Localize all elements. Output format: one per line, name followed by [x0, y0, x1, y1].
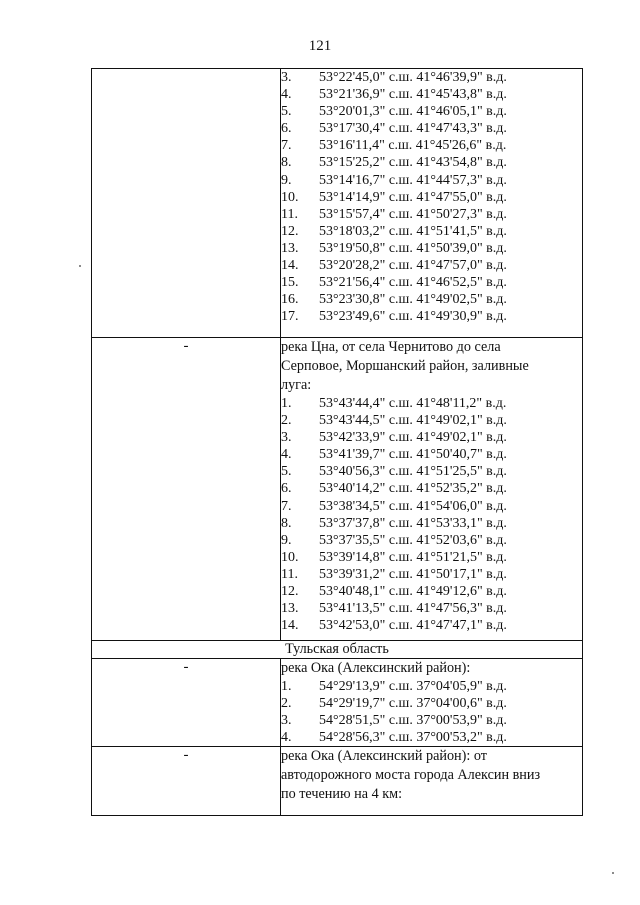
page-number: 121 [308, 38, 332, 54]
table-row [92, 747, 583, 816]
point-coordinates: 54°28'51,5" с.ш. 37°00'53,9" в.д. [319, 713, 507, 729]
area-description: река Ока (Алексинский район): [281, 660, 471, 676]
point-coordinates: 53°15'25,2" с.ш. 41°43'54,8" в.д. [319, 155, 507, 171]
coordinate-item [281, 274, 582, 291]
point-coordinates: 53°42'53,0" с.ш. 41°47'47,1" в.д. [319, 618, 507, 634]
point-coordinates: 54°29'19,7" с.ш. 37°04'00,6" в.д. [319, 696, 507, 712]
coordinate-item [281, 240, 582, 257]
coordinate-item [281, 257, 582, 274]
point-coordinates: 53°37'35,5" с.ш. 41°52'03,6" в.д. [319, 532, 507, 548]
coordinate-item [281, 695, 582, 712]
point-coordinates: 53°42'33,9" с.ш. 41°49'02,1" в.д. [319, 430, 507, 446]
coordinate-item [281, 678, 582, 695]
point-number: 8. [281, 155, 292, 171]
table-row [92, 659, 583, 747]
coordinate-item [281, 583, 582, 600]
coordinate-item [281, 120, 582, 137]
point-number: 7. [281, 498, 292, 514]
coordinate-item [281, 395, 582, 412]
scan-speck [79, 265, 81, 267]
point-coordinates: 53°41'13,5" с.ш. 41°47'56,3" в.д. [319, 601, 507, 617]
point-number: 1. [281, 396, 292, 411]
point-number: 3. [281, 70, 292, 85]
point-coordinates: 53°18'03,2" с.ш. 41°51'41,5" в.д. [319, 223, 507, 239]
table-row [92, 69, 583, 338]
point-coordinates: 54°28'56,3" с.ш. 37°00'53,2" в.д. [319, 730, 507, 746]
point-coordinates: 53°19'50,8" с.ш. 41°50'39,0" в.д. [319, 240, 507, 256]
coordinate-item [281, 566, 582, 583]
point-number: 2. [281, 413, 292, 429]
dash-mark: - [183, 659, 189, 675]
point-number: 3. [281, 713, 292, 729]
point-number: 6. [281, 121, 292, 137]
point-coordinates: 53°17'30,4" с.ш. 41°47'43,3" в.д. [319, 121, 507, 137]
point-coordinates: 53°41'39,7" с.ш. 41°50'40,7" в.д. [319, 447, 507, 463]
coordinate-item [281, 549, 582, 566]
point-coordinates: 53°40'56,3" с.ш. 41°51'25,5" в.д. [319, 464, 507, 480]
coordinates-cell [281, 659, 583, 747]
point-coordinates: 53°15'57,4" с.ш. 41°50'27,3" в.д. [319, 206, 507, 222]
point-coordinates: 53°39'14,8" с.ш. 41°51'21,5" в.д. [319, 549, 507, 565]
point-number: 10. [281, 189, 299, 205]
coordinate-item [281, 189, 582, 206]
coordinate-item [281, 600, 582, 617]
point-number: 5. [281, 104, 292, 120]
dash-mark: - [183, 747, 189, 764]
coordinate-item [281, 463, 582, 480]
point-coordinates: 53°43'44,4" с.ш. 41°48'11,2" в.д. [319, 396, 507, 411]
point-number: 14. [281, 258, 299, 274]
point-coordinates: 53°39'31,2" с.ш. 41°50'17,1" в.д. [319, 566, 507, 582]
point-number: 13. [281, 240, 299, 256]
point-number: 9. [281, 172, 292, 188]
coordinate-item [281, 429, 582, 446]
point-number: 11. [281, 206, 298, 222]
point-number: 12. [281, 584, 299, 600]
point-number: 16. [281, 292, 299, 308]
point-number: 9. [281, 532, 292, 548]
coordinate-item [281, 308, 582, 325]
coordinate-item [281, 206, 582, 223]
point-coordinates: 53°23'30,8" с.ш. 41°49'02,5" в.д. [319, 292, 507, 308]
point-coordinates: 53°16'11,4" с.ш. 41°45'26,6" в.д. [319, 138, 507, 154]
point-coordinates: 53°38'34,5" с.ш. 41°54'06,0" в.д. [319, 498, 507, 514]
point-number: 4. [281, 730, 292, 746]
point-number: 4. [281, 87, 292, 103]
point-number: 17. [281, 309, 299, 325]
point-number: 1. [281, 679, 292, 694]
point-coordinates: 54°29'13,9" с.ш. 37°04'05,9" в.д. [319, 679, 507, 694]
point-number: 4. [281, 447, 292, 463]
point-number: 2. [281, 696, 292, 712]
left-cell [92, 747, 281, 816]
region-heading: Тульская область [92, 641, 583, 659]
coordinate-item [281, 532, 582, 549]
point-number: 15. [281, 275, 299, 291]
point-number: 6. [281, 481, 292, 497]
point-number: 10. [281, 549, 299, 565]
coordinate-item [281, 172, 582, 189]
point-coordinates: 53°43'44,5" с.ш. 41°49'02,1" в.д. [319, 413, 507, 429]
point-coordinates: 53°40'48,1" с.ш. 41°49'12,6" в.д. [319, 584, 507, 600]
point-coordinates: 53°20'28,2" с.ш. 41°47'57,0" в.д. [319, 258, 507, 274]
coordinate-item [281, 223, 582, 240]
coordinate-item [281, 291, 582, 308]
dash-mark: - [183, 338, 189, 354]
coordinate-item [281, 103, 582, 120]
point-number: 3. [281, 430, 292, 446]
area-description: река Ока (Алексинский район): от автодорожного моста города Алексин вниз по течению на 4 км: [281, 748, 541, 803]
point-coordinates: 53°23'49,6" с.ш. 41°49'30,9" в.д. [319, 309, 507, 325]
coordinate-item [281, 412, 582, 429]
point-coordinates: 53°21'36,9" с.ш. 41°45'43,8" в.д. [319, 87, 507, 103]
point-coordinates: 53°37'37,8" с.ш. 41°53'33,1" в.д. [319, 515, 507, 531]
coordinate-list [281, 69, 582, 325]
coordinate-item [281, 69, 582, 86]
coordinate-item [281, 617, 582, 634]
region-row [92, 641, 583, 659]
scan-speck [612, 872, 614, 874]
point-coordinates: 53°40'14,2" с.ш. 41°52'35,2" в.д. [319, 481, 507, 497]
point-coordinates: 53°14'16,7" с.ш. 41°44'57,3" в.д. [319, 172, 507, 188]
coordinates-cell [281, 747, 583, 816]
coordinates-cell [281, 338, 583, 641]
area-description: река Цна, от села Чернитово до села Серповое, Моршанский район, заливные луга: [281, 339, 529, 393]
left-cell [92, 338, 281, 641]
coordinate-item [281, 712, 582, 729]
point-number: 8. [281, 515, 292, 531]
point-coordinates: 53°22'45,0" с.ш. 41°46'39,9" в.д. [319, 70, 507, 85]
point-number: 11. [281, 566, 298, 582]
coordinate-item [281, 137, 582, 154]
coordinates-table [91, 68, 583, 816]
point-number: 7. [281, 138, 292, 154]
point-coordinates: 53°21'56,4" с.ш. 41°46'52,5" в.д. [319, 275, 507, 291]
table-row [92, 338, 583, 641]
left-cell [92, 659, 281, 747]
point-coordinates: 53°20'01,3" с.ш. 41°46'05,1" в.д. [319, 104, 507, 120]
coordinate-item [281, 498, 582, 515]
coordinate-list [281, 678, 582, 746]
coordinate-item [281, 446, 582, 463]
coordinate-item [281, 154, 582, 171]
coordinates-cell [281, 69, 583, 338]
point-number: 12. [281, 223, 299, 239]
coordinate-list [281, 395, 582, 634]
point-number: 13. [281, 601, 299, 617]
left-cell [92, 69, 281, 338]
point-coordinates: 53°14'14,9" с.ш. 41°47'55,0" в.д. [319, 189, 507, 205]
coordinate-item [281, 515, 582, 532]
coordinate-item [281, 86, 582, 103]
point-number: 5. [281, 464, 292, 480]
coordinate-item [281, 480, 582, 497]
coordinate-item [281, 729, 582, 746]
point-number: 14. [281, 618, 299, 634]
